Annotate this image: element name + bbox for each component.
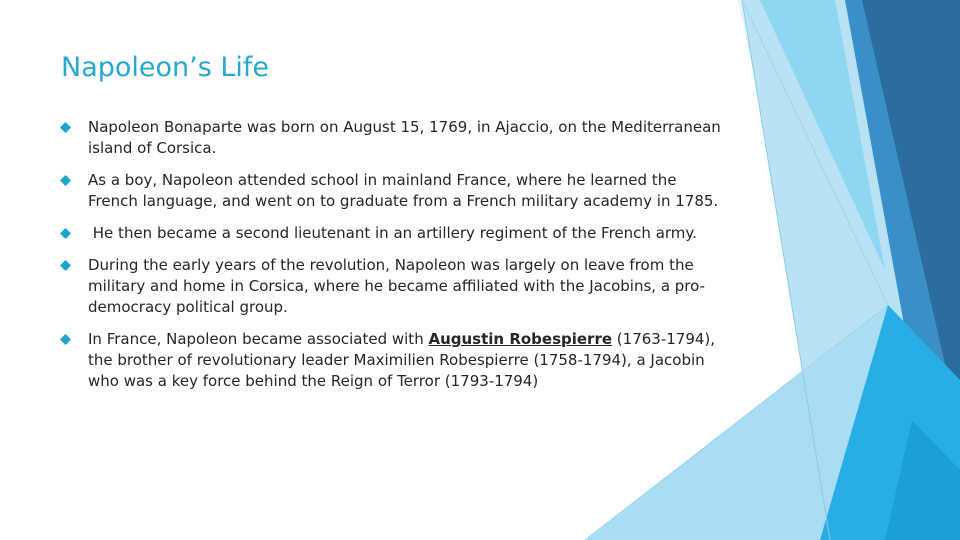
list-item — [60, 117, 730, 159]
list-item — [60, 170, 730, 212]
bullet-text-before: In France, Napoleon became associated with — [88, 330, 429, 348]
bullet-text: Napoleon Bonaparte was born on August 15, 1769, in Ajaccio, on the Mediterranean island of Corsica. — [88, 118, 721, 157]
bullet-text: He then became a second lieutenant in an artillery regiment of the French army. — [88, 224, 697, 242]
list-item — [60, 329, 730, 392]
robespierre-link[interactable]: Augustin Robespierre — [428, 330, 613, 348]
list-item — [60, 223, 730, 244]
bullet-text: As a boy, Napoleon attended school in mainland France, where he learned the French language, and went on to graduate from a French military academy in 1785. — [88, 171, 719, 210]
diamond-bullet-icon — [60, 228, 71, 239]
slide-title: Napoleon’s Life — [61, 52, 270, 83]
diamond-bullet-icon — [60, 334, 71, 345]
bullet-text-after: (1763-1794), the brother of revolutionary leader Maximilien Robespierre (1758-1794), a Jacobin who was a key force behind the Reign of Terror (1793-1794) — [88, 330, 720, 390]
diamond-bullet-icon — [60, 122, 71, 133]
bullet-list — [60, 117, 730, 403]
list-item — [60, 255, 730, 318]
bullet-text: During the early years of the revolution, Napoleon was largely on leave from the military and home in Corsica, where he became affiliated with the Jacobins, a pro-democracy political group. — [88, 256, 706, 316]
diamond-bullet-icon — [60, 260, 71, 271]
diamond-bullet-icon — [60, 175, 71, 186]
